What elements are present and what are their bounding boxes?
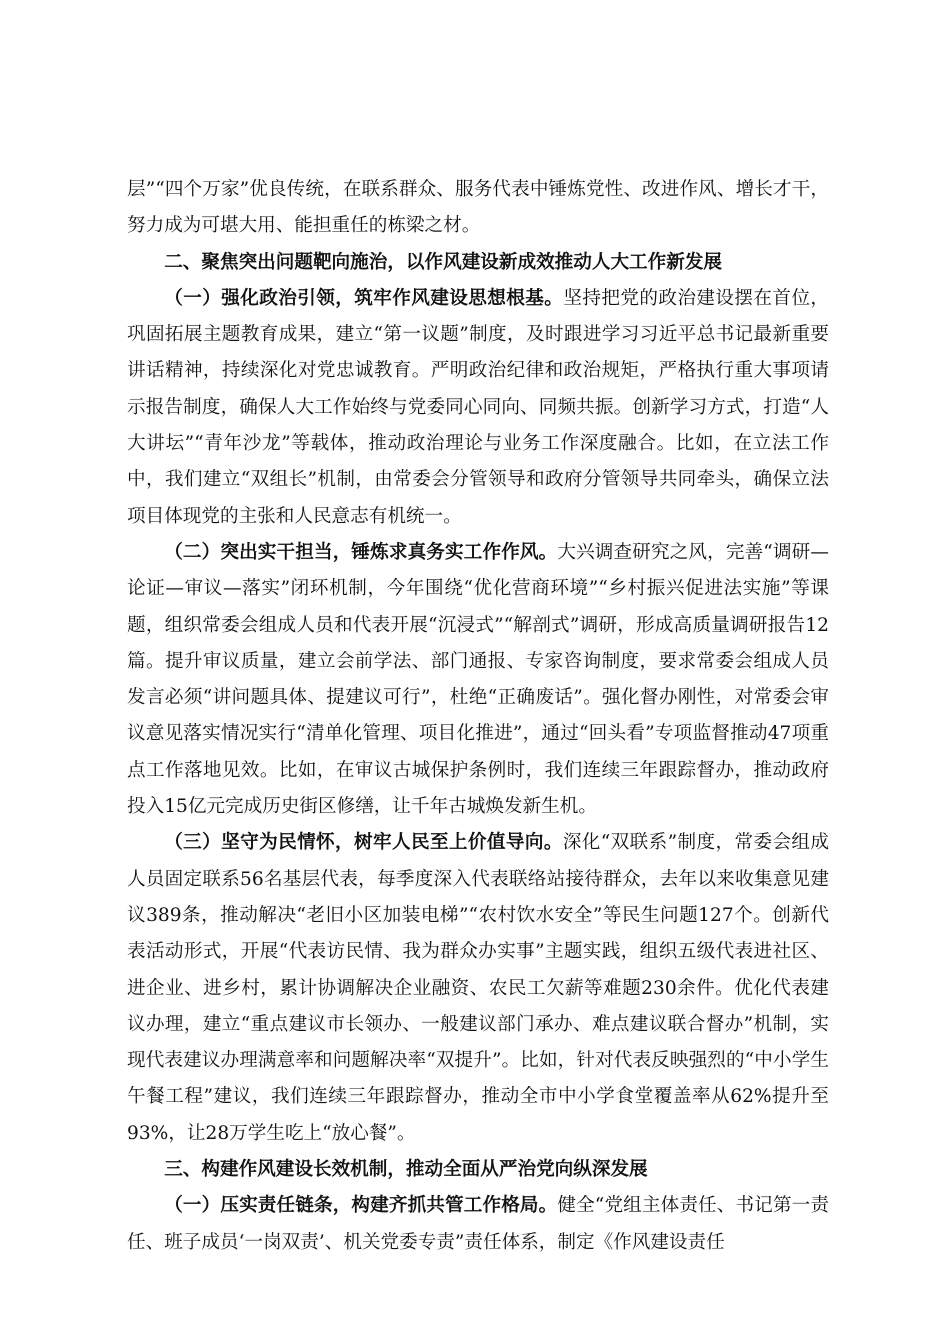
paragraph-subsection-2: [127, 535, 829, 825]
subsection-3-body: 深化“双联系”制度，常委会组成人员固定联系56名基层代表，每季度深入代表联络站接待群众，去年以来收集意见建议389条，推动解决“老旧小区加装电梯”“农村饮水安全”等民生问题127个。创新代表活动形式，开展“代表访民情、我为群众办实事”主题实践，组织五级代表进社区、进企业、进乡村，累计协调解决企业融资、农民工欠薪等难题230余件。优化代表建议办理，建立“重点建议市长领办、一般建议部门承办、难点建议联合督办”机制，实现代表建议办理满意率和问题解决率“双提升”。比如，针对代表反映强烈的“中小学生午餐工程”建议，我们连续三年跟踪督办，推动全市中小学食堂覆盖率从62%提升至93%，让28万学生吃上“放心餐”。: [127, 832, 829, 1144]
paragraph-subsection-4: [127, 1188, 829, 1261]
subsection-3-lead: （三）坚守为民情怀，树牢人民至上价值导向。: [164, 832, 563, 854]
paragraph-continuation: 层”“四个万家”优良传统，在联系群众、服务代表中锤炼党性、改进作风、增长才干，努力成为可堪大用、能担重任的栋梁之材。: [127, 179, 829, 237]
subsection-2-body: 大兴调查研究之风，完善“调研—论证—审议—落实”闭环机制，今年围绕“优化营商环境”“乡村振兴促进法实施”等课题，组织常委会组成人员和代表开展“沉浸式”“解剖式”调研，形成高质量调研报告12篇。提升审议质量，建立会前学法、部门通报、专家咨询制度，要求常委会组成人员发言必须“讲问题具体、提建议可行”，杜绝“正确废话”。强化督办刚性，对常委会审议意见落实情况实行“清单化管理、项目化推进”，通过“回头看”专项监督推动47项重点工作落地见效。比如，在审议古城保护条例时，我们连续三年跟踪督办，推动政府投入15亿元完成历史街区修缮，让千年古城焕发新生机。: [127, 541, 829, 818]
subsection-4-lead: （一）压实责任链条，构建齐抓共管工作格局。: [164, 1195, 558, 1217]
document-page: [127, 172, 829, 1261]
subsection-1-body: 坚持把党的政治建设摆在首位，巩固拓展主题教育成果，建立“第一议题”制度，及时跟进学习习近平总书记最新重要讲话精神，持续深化对党忠诚教育。严明政治纪律和政治规矩，严格执行重大事项请示报告制度，确保人大工作始终与党委同心同向、同频共振。创新学习方式，打造“人大讲坛”“青年沙龙”等载体，推动政治理论与业务工作深度融合。比如，在立法工作中，我们建立“双组长”机制，由常委会分管领导和政府分管领导共同牵头，确保立法项目体现党的主张和人民意志有机统一。: [127, 287, 829, 527]
subsection-4-body: 健全“党组主体责任、书记第一责任、班子成员‘一岗双责’、机关党委专责”责任体系，制定《作风建设责任: [127, 1195, 829, 1253]
paragraph-subsection-3: [127, 825, 829, 1152]
section-heading-2: 二、聚焦突出问题靶向施治，以作风建设新成效推动人大工作新发展: [164, 251, 723, 273]
paragraph-subsection-1: [127, 281, 829, 535]
subsection-1-lead: （一）强化政治引领，筑牢作风建设思想根基。: [164, 287, 564, 309]
subsection-2-lead: （二）突出实干担当，锤炼求真务实工作作风。: [164, 541, 558, 563]
section-heading-3: 三、构建作风建设长效机制，推动全面从严治党向纵深发展: [164, 1159, 648, 1181]
